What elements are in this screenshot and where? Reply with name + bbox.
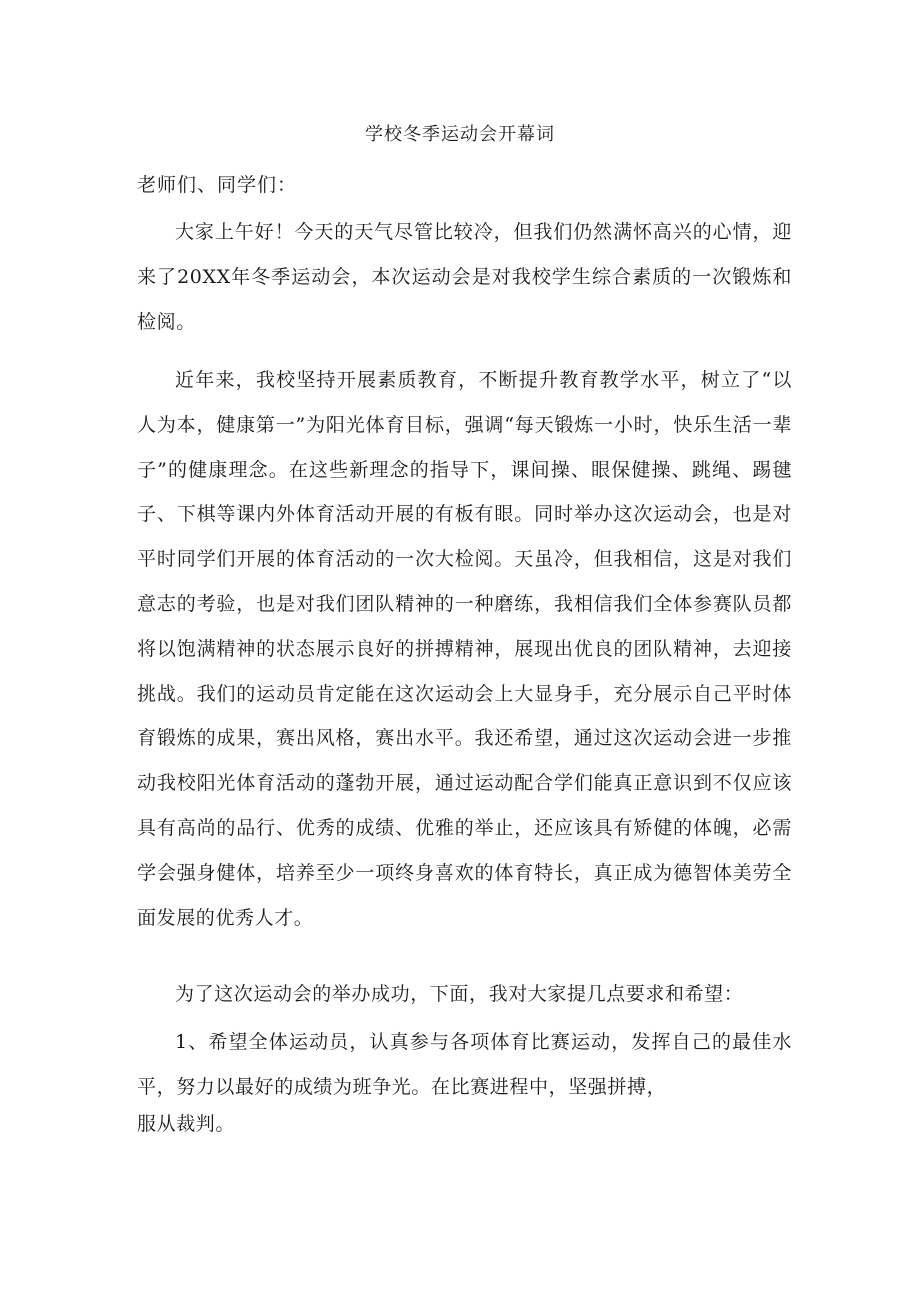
paragraph-opening: 大家上午好！今天的天气尽管比较冷，但我们仍然满怀高兴的心情，迎来了20XX年冬季运动会，本次运动会是对我校学生综合素质的一次锻炼和检阅。 [137, 221, 792, 333]
paragraph-tail-line: 服从裁判。 [137, 1113, 236, 1135]
paragraph-requirement-1: 1、希望全体运动员，认真参与各项体育比赛运动，发挥自己的最佳水平，努力以最好的成绩为班争光。在比赛进程中，坚强拼搏， [137, 1031, 792, 1098]
paragraph-requirements-intro: 为了这次运动会的举办成功，下面，我对大家提几点要求和希望： [175, 983, 744, 1005]
salutation: 老师们、同学们： [137, 174, 298, 196]
paragraph-school-sports: 近年来，我校坚持开展素质教育，不断提升教育教学水平，树立了“以人为本，健康第一”为阳光体育目标，强调“每天锻炼一小时，快乐生活一辈子”的健康理念。在这些新理念的指导下，课间操、眼保健操、跳绳、踢毽子、下棋等课内外体育活动开展的有板有眼。同时举办这次运动会，也是对平时同学们开展的体育活动的一次大检阅。天虽冷，但我相信，这是对我们意志的考验，也是对我们团队精神的一种磨练，我相信我们全体参赛队员都将以饱满精神的状态展示良好的拼搏精神，展现出优良的团队精神，去迎接挑战。我们的运动员肯定能在这次运动会上大显身手，充分展示自己平时体育锻炼的成果，赛出风格，赛出水平。我还希望，通过这次运动会进一步推动我校阳光体育活动的蓬勃开展，通过运动配合学们能真正意识到不仅应该具有高尚的品行、优秀的成绩、优雅的举止，还应该具有矫健的体魄，必需学会强身健体，培养至少一项终身喜欢的体育特长，真正成为德智体美劳全面发展的优秀人才。 [137, 369, 792, 929]
document-title: 学校冬季运动会开幕词 [365, 124, 555, 145]
